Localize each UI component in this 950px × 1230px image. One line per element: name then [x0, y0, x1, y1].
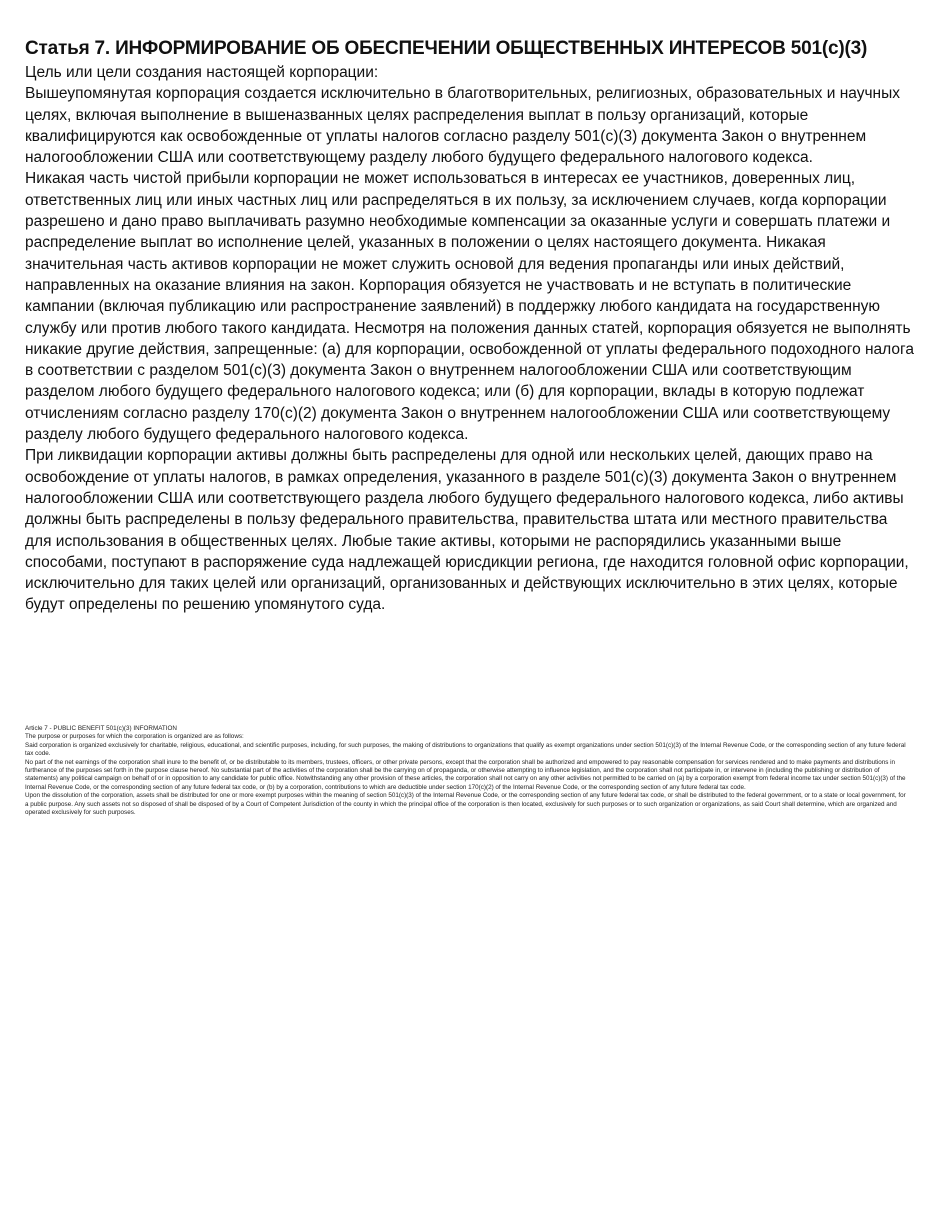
english-purpose-paragraph: Said corporation is organized exclusively for charitable, religious, educational, and scientific purposes, including, for such purposes, the making of distributions to organizations that qualify as exempt organizations under section 501(c)(3) of the Internal Revenue Code, or the corresponding section of any future federal tax code. — [25, 741, 906, 758]
english-original-section — [25, 725, 907, 817]
russian-section — [25, 36, 915, 616]
purpose-paragraph: Вышеупомянутая корпорация создается исключительно в благотворительных, религиозных, образовательных и научных целях, включая выполнение в вышеназванных целях распределения выплат в пользу организаций, которые квалифицируются как освобожденные от уплаты налогов согласно разделу 501(c)(3) документа Закон о внутреннем налогообложении США или соответствующему разделу любого будущего федерального налогового кодекса. — [25, 85, 900, 167]
english-dissolution-paragraph: Upon the dissolution of the corporation, assets shall be distributed for one or more exempt purposes within the meaning of section 501(c)(3) of the Internal Revenue Code, or the corresponding section of any future federal tax code, or shall be distributed to the federal government, or to a state or local government, for a public purpose. Any such assets not so disposed of shall be disposed of by a Court of Competent Jurisdiction of the county in which the principal office of the corporation is then located, exclusively for such purposes or to such organization or organizations, as said Court shall determine, which are organized and operated exclusively for such purposes. — [25, 792, 906, 817]
earnings-paragraph: Никакая часть чистой прибыли корпорации не может использоваться в интересах ее участников, доверенных лиц, ответственных лиц или иных частных лиц или распределяться в их пользу, за исключением случаев, когда корпорации разрешено и дано право выплачивать разумно необходимые компенсации за оказанные услуги и совершать платежи и распределение выплат во исполнение целей, указанных в положении о целях настоящего документа. Никакая значительная часть активов корпорации не может служить основой для ведения пропаганды или иных действий, направленных на оказание влияния на закон. Корпорация обязуется не участвовать и не вступать в политические кампании (включая публикацию или распространение заявлений) в поддержку любого кандидата на государственную службу или против любого такого кандидата. Несмотря на положения данных статей, корпорация обязуется не выполнять никакие другие действия, запрещенные: (а) для корпорации, освобожденной от уплаты федерального подоходного налога в соответствии с разделом 501(c)(3) документа Закон о внутреннем налогообложении США или соответствующим разделом любого будущего федерального налогового кодекса; или (б) для корпорации, вклады в которую подлежат отчислениям согласно разделу 170(c)(2) документа Закон о внутреннем налогообложении США или соответствующему разделу любого будущего федерального налогового кодекса. — [25, 170, 914, 444]
document-title: Статья 7. ИНФОРМИРОВАНИЕ ОБ ОБЕСПЕЧЕНИИ ОБЩЕСТВЕННЫХ ИНТЕРЕСОВ 501(c)(3) — [25, 38, 868, 59]
purpose-heading: Цель или цели создания настоящей корпорации: — [25, 64, 379, 81]
english-earnings-paragraph: No part of the net earnings of the corporation shall inure to the benefit of, or be distributable to its members, trustees, officers, or other private persons, except that the corporation shall be authorized and empowered to pay reasonable compensation for services rendered and to make payments and distributions in furtherance of the purposes set forth in the purpose clause hereof. No substantial part of the activities of the corporation shall be the carrying on of propaganda, or otherwise attempting to influence legislation, and the corporation shall not participate in, or intervene in (including the publishing or distribution of statements) any political campaign on behalf of or in opposition to any candidate for public office. Notwithstanding any other provision of these articles, the corporation shall not carry on any other activities not permitted to be carried on (a) by a corporation exempt from federal income tax under section 501(c)(3) of the Internal Revenue Code, or the corresponding section of any future federal tax code, or (b) by a corporation, contributions to which are deductible under section 170(c)(2) of the Internal Revenue Code, or the corresponding section of any future federal tax code. — [25, 758, 906, 791]
english-title: Article 7 - PUBLIC BENEFIT 501(c)(3) INFORMATION — [25, 725, 177, 732]
english-purpose-heading: The purpose or purposes for which the corporation is organized are as follows: — [25, 733, 244, 741]
dissolution-paragraph: При ликвидации корпорации активы должны быть распределены для одной или нескольких целей, дающих право на освобождение от уплаты налогов, в рамках определения, указанного в разделе 501(c)(3) документа Закон о внутреннем налогообложении США или соответствующего раздела любого будущего федерального налогового кодекса, либо активы должны быть распределены в пользу федерального правительства, правительства штата или местного правительства для использования в общественных целях. Любые такие активы, которыми не распорядились указанными выше способами, поступают в распоряжение суда надлежащей юрисдикции региона, где находится головной офис корпорации, исключительно для таких целей или организаций, организованных и действующих исключительно в этих целях, которые будут определены по решению упомянутого суда. — [25, 447, 909, 614]
